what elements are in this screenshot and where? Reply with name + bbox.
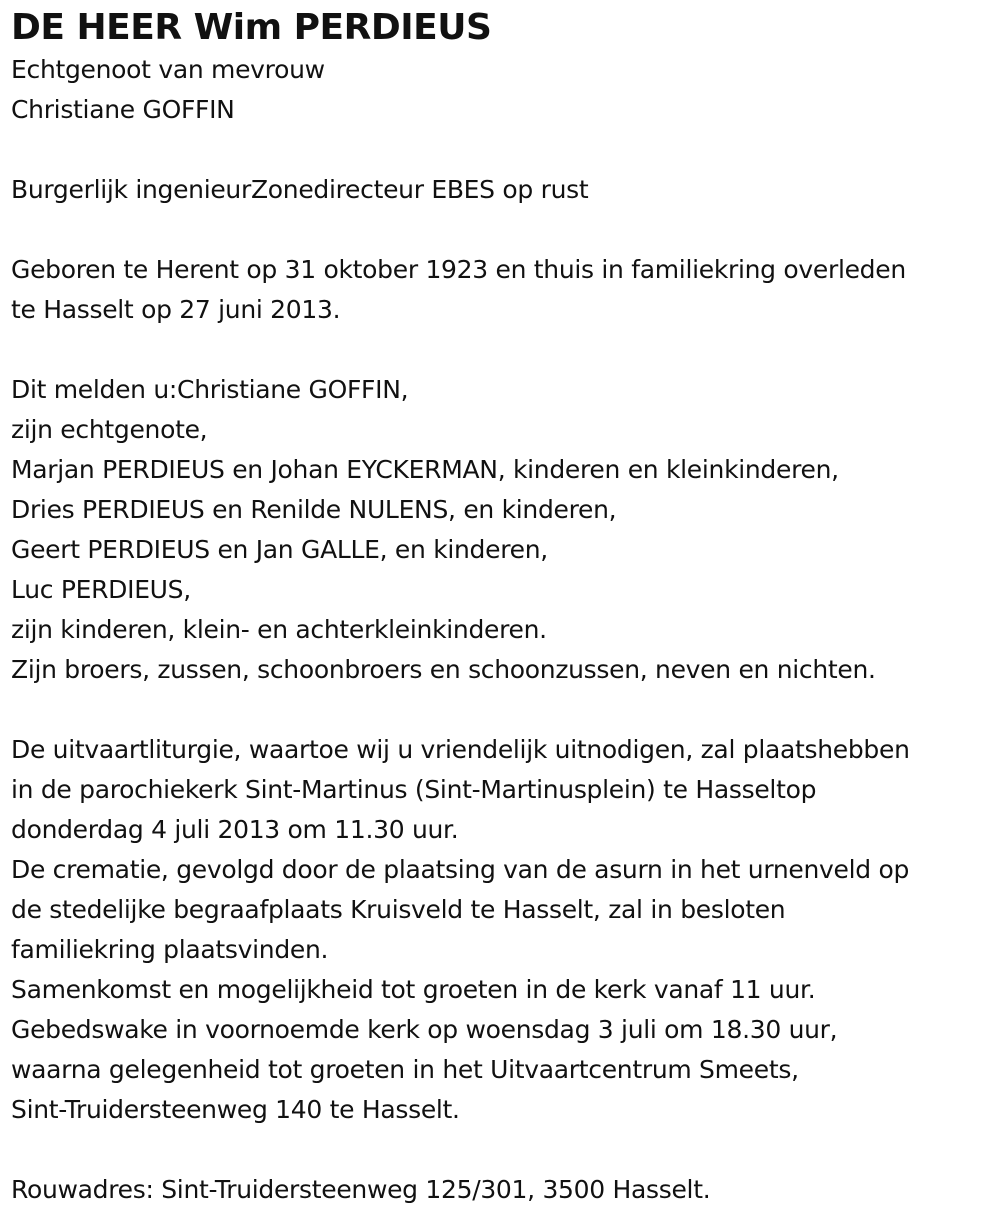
obituary-notice: [11, 6, 996, 1210]
notice-line: Dries PERDIEUS en Renilde NULENS, en kinderen,: [11, 495, 617, 524]
blank-line: [11, 130, 996, 170]
blank-line: [11, 690, 996, 730]
notice-line: Zijn broers, zussen, schoonbroers en schoonzussen, neven en nichten.: [11, 655, 876, 684]
notice-line: Gebedswake in voornoemde kerk op woensdag 3 juli om 18.30 uur,: [11, 1015, 838, 1044]
mourning-address: Rouwadres: Sint-Truidersteenweg 125/301, 3500 Hasselt.: [11, 1175, 711, 1204]
notice-line: Burgerlijk ingenieurZonedirecteur EBES op rust: [11, 175, 589, 204]
notice-line: de stedelijke begraafplaats Kruisveld te Hasselt, zal in besloten: [11, 895, 786, 924]
notice-line: Echtgenoot van mevrouw: [11, 55, 325, 84]
blank-line: [11, 330, 996, 370]
notice-line: zijn echtgenote,: [11, 415, 208, 444]
notice-title: DE HEER Wim PERDIEUS: [11, 7, 492, 48]
notice-line: Marjan PERDIEUS en Johan EYCKERMAN, kinderen en kleinkinderen,: [11, 455, 839, 484]
notice-line: zijn kinderen, klein- en achterkleinkinderen.: [11, 615, 547, 644]
blank-line: [11, 1130, 996, 1170]
notice-line: Geboren te Herent op 31 oktober 1923 en thuis in familiekring overleden: [11, 255, 906, 284]
notice-line: De uitvaartliturgie, waartoe wij u vriendelijk uitnodigen, zal plaatshebben: [11, 735, 910, 764]
notice-line: Sint-Truidersteenweg 140 te Hasselt.: [11, 1095, 460, 1124]
notice-line: Dit melden u:Christiane GOFFIN,: [11, 375, 409, 404]
notice-line: te Hasselt op 27 juni 2013.: [11, 295, 341, 324]
blank-line: [11, 210, 996, 250]
notice-line: Christiane GOFFIN: [11, 95, 235, 124]
notice-line: familiekring plaatsvinden.: [11, 935, 329, 964]
notice-line: Luc PERDIEUS,: [11, 575, 191, 604]
notice-line: Samenkomst en mogelijkheid tot groeten in de kerk vanaf 11 uur.: [11, 975, 816, 1004]
notice-body: [11, 50, 996, 1210]
notice-line: waarna gelegenheid tot groeten in het Uitvaartcentrum Smeets,: [11, 1055, 799, 1084]
notice-line: De crematie, gevolgd door de plaatsing van de asurn in het urnenveld op: [11, 855, 910, 884]
notice-line: donderdag 4 juli 2013 om 11.30 uur.: [11, 815, 459, 844]
notice-line: in de parochiekerk Sint-Martinus (Sint-Martinusplein) te Hasseltop: [11, 775, 817, 804]
notice-line: Geert PERDIEUS en Jan GALLE, en kinderen,: [11, 535, 548, 564]
